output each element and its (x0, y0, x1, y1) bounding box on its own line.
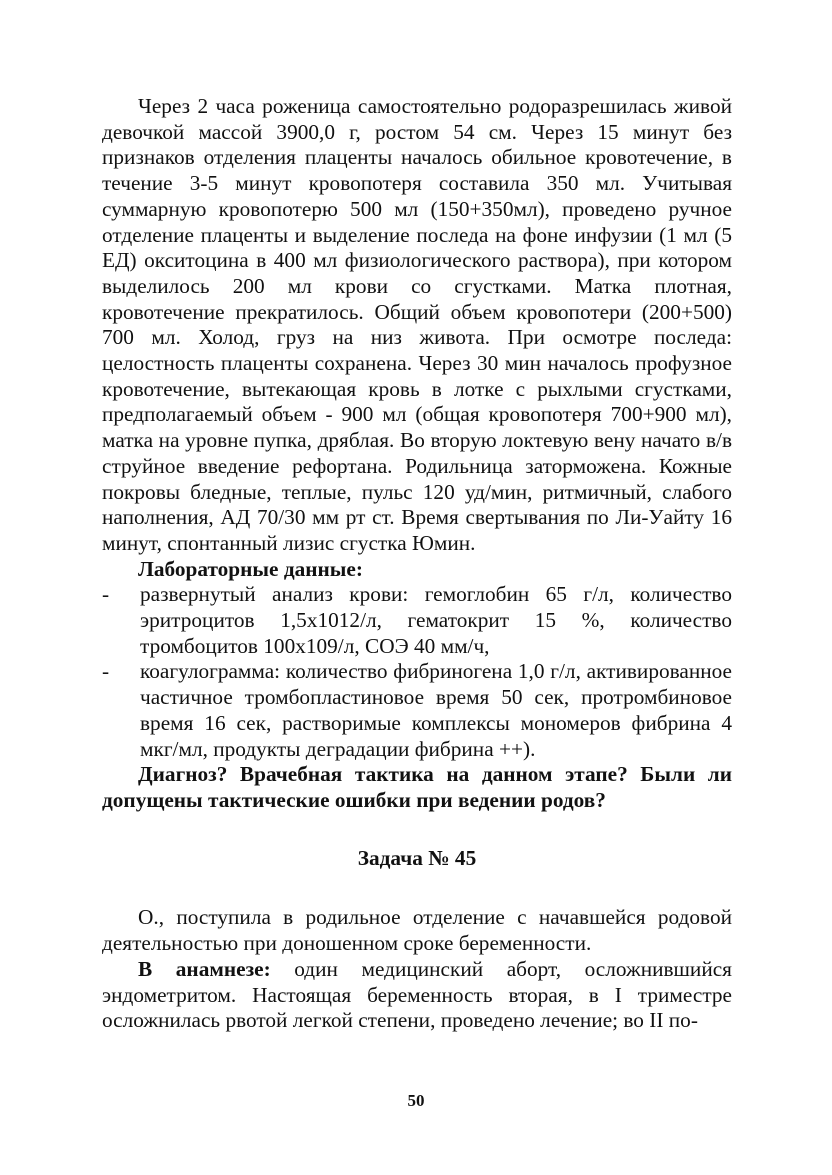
patient-intro-paragraph: О., поступила в родильное отделение с начавшейся родовой деятельностью при доношенном сроке беременности. (102, 905, 732, 956)
list-dash: - (102, 582, 110, 607)
list-item-text: развернутый анализ крови: гемоглобин 65 г/л, количество эритроцитов 1,5х1012/л, гематокрит 15 %, количество тромбоцитов 100х109/л, СОЭ 40 мм/ч, (140, 582, 732, 658)
page-number: 50 (407, 1091, 425, 1110)
anamnesis-paragraph (102, 957, 732, 1034)
list-item-text: коагулограмма: количество фибриногена 1,0 г/л, активированное частичное тромбопластиновое время 50 сек, протромбиновое время 16 сек, растворимые комплексы мономеров фибрина 4 мкг/мл, продукты деградации фибрина ++). (140, 659, 732, 761)
case-paragraph: Через 2 часа роженица самостоятельно родоразрешилась живой девочкой массой 3900,0 г, ростом 54 см. Через 15 минут без признаков отделения плаценты началось обильное кровотечение, в течение 3-5 минут кровопотеря составила 350 мл. Учитывая суммарную кровопотерю 500 мл (150+350мл), проведено ручное отделение плаценты и выделение последа на фоне инфузии (1 мл (5 ЕД) окситоцина в 400 мл физиологического раствора), при котором выделилось 200 мл крови со сгустками. Матка плотная, кровотечение прекратилось. Общий объем кровопотери (200+500) 700 мл. Холод, груз на низ живота. При осмотре последа: целостность плаценты сохранена. Через 30 мин началось профузное кровотечение, вытекающая кровь в лотке с рыхлыми сгустками, предполагаемый объем - 900 мл (общая кровопотеря 700+900 мл), матка на уровне пупка, дряблая. Во вторую локтевую вену начато в/в струйное введение рефортана. Родильница заторможена. Кожные покровы бледные, теплые, пульс 120 уд/мин, ритмичный, слабого наполнения, АД 70/30 мм рт ст. Время свертывания по Ли-Уайту 16 минут, спонтанный лизис сгустка Юмин. (102, 94, 732, 555)
anamnesis-label: В анамнезе: (138, 956, 271, 981)
anamnesis-text: один медицинский аборт, осложнившийся эндометритом. Настоящая беременность вторая, в I триместре осложнилась рвотой легкой степени, проведено лечение; во II по- (102, 956, 732, 1033)
lab-data-heading: Лабораторные данные: (138, 556, 363, 581)
list-item (102, 582, 732, 659)
list-item (102, 659, 732, 762)
list-dash: - (102, 659, 110, 684)
lab-data-list (102, 582, 732, 762)
task-title: Задача № 45 (357, 845, 477, 870)
page-content (102, 94, 732, 1034)
case-questions: Диагноз? Врачебная тактика на данном этапе? Были ли допущены тактические ошибки при ведении родов? (102, 762, 732, 812)
